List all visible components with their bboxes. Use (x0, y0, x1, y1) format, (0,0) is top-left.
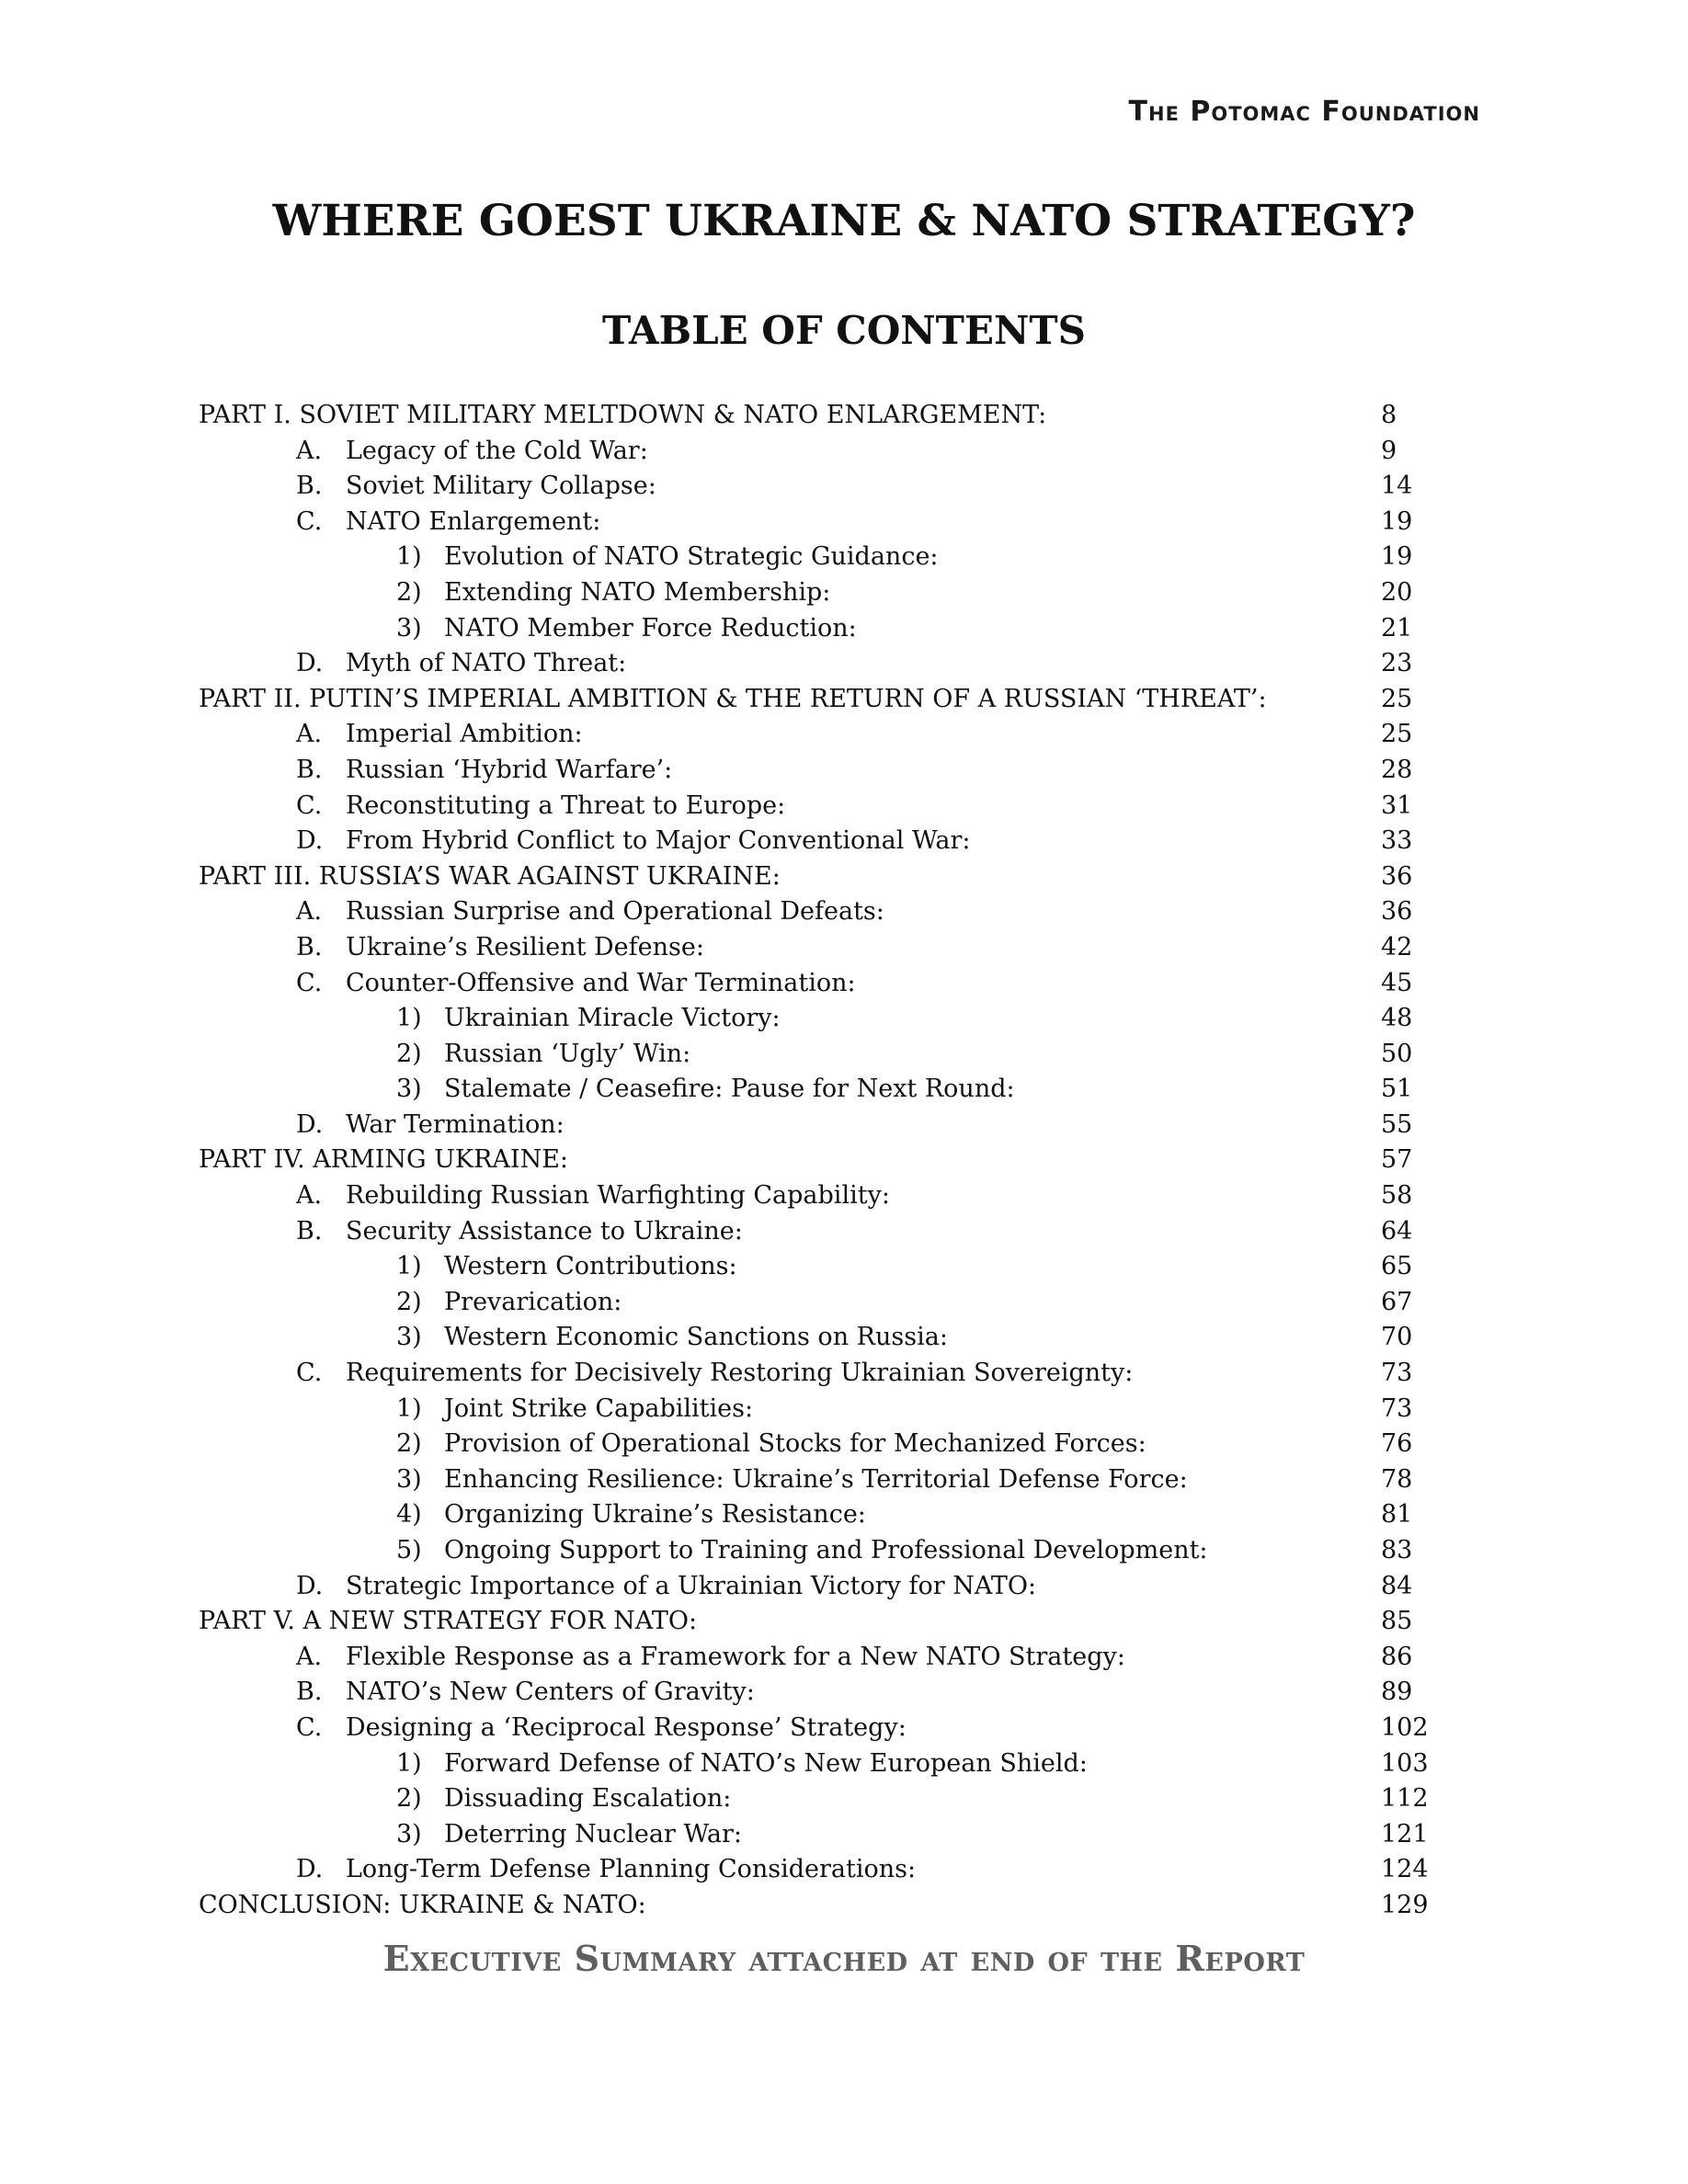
toc-entry-page-number: 14 (1381, 472, 1413, 501)
toc-entry-title: Evolution of NATO Strategic Guidance: (444, 542, 939, 572)
toc-entry-title: Russian ‘Hybrid Warfare’: (346, 755, 673, 784)
toc-entry-title: Long-Term Defense Planning Considerations: (346, 1855, 917, 1884)
toc-entry-page-number: 102 (1381, 1712, 1429, 1742)
toc-entry (0, 1285, 1688, 1321)
toc-entry-marker: A. (296, 1181, 323, 1211)
toc-entry-marker: 1) (396, 542, 422, 572)
toc-entry (0, 1178, 1688, 1214)
toc-entry-title: PART III. RUSSIA’S WAR AGAINST UKRAINE: (199, 861, 781, 891)
toc-entry-title: Myth of NATO Threat: (346, 649, 627, 678)
toc-entry-title: PART II. PUTIN’S IMPERIAL AMBITION & THE RETURN OF A RUSSIAN ‘THREAT’: (199, 684, 1267, 713)
toc-entry (0, 1214, 1688, 1250)
toc-entry-marker: A. (296, 436, 323, 465)
toc-entry-title: Ukrainian Miracle Victory: (444, 1004, 781, 1033)
toc-entry-title: Russian ‘Ugly’ Win: (444, 1039, 691, 1068)
toc-entry (0, 859, 1688, 895)
toc-entry-page-number: 85 (1381, 1607, 1413, 1636)
toc-entry-title: Security Assistance to Ukraine: (346, 1216, 743, 1246)
toc-entry-title: Soviet Military Collapse: (346, 472, 656, 501)
toc-entry-title: Strategic Importance of a Ukrainian Victory for NATO: (346, 1571, 1037, 1600)
toc-entry-page-number: 65 (1381, 1252, 1413, 1281)
toc-entry (0, 469, 1688, 505)
toc-entry (0, 966, 1688, 1002)
toc-entry-page-number: 83 (1381, 1536, 1413, 1564)
toc-entry-title: NATO Member Force Reduction: (444, 613, 857, 643)
toc-entry-marker: 2) (396, 577, 422, 607)
toc-entry-page-number: 50 (1381, 1039, 1413, 1068)
toc-entry-marker: 2) (396, 1784, 422, 1814)
toc-entry-marker: 3) (396, 1323, 422, 1352)
toc-entry (0, 1569, 1688, 1605)
toc-entry (0, 1746, 1688, 1782)
toc-entry-page-number: 124 (1381, 1855, 1429, 1884)
toc-entry-page-number: 8 (1381, 401, 1397, 429)
toc-entry-marker: 1) (396, 1252, 422, 1281)
toc-entry-title: Ongoing Support to Training and Professional Development: (444, 1536, 1208, 1564)
toc-entry-marker: 1) (396, 1004, 422, 1033)
toc-entry-title: Flexible Response as a Framework for a New NATO Strategy: (346, 1642, 1125, 1671)
toc-entry-marker: 3) (396, 1464, 422, 1494)
toc-entry-title: Rebuilding Russian Warfighting Capability: (346, 1181, 890, 1211)
toc-entry-page-number: 21 (1381, 613, 1413, 643)
toc-entry-title: Western Contributions: (444, 1252, 737, 1281)
toc-entry-title: Forward Defense of NATO’s New European Shield: (444, 1748, 1088, 1778)
toc-entry (0, 1533, 1688, 1569)
toc-entry-title: PART IV. ARMING UKRAINE: (199, 1145, 569, 1175)
toc-entry-marker: D. (296, 1855, 324, 1884)
toc-entry-marker: D. (296, 649, 324, 678)
toc-entry-page-number: 112 (1381, 1784, 1429, 1814)
toc-entry-page-number: 57 (1381, 1145, 1413, 1175)
toc-entry (0, 1320, 1688, 1356)
toc-entry-page-number: 73 (1381, 1393, 1413, 1423)
toc-entry-page-number: 31 (1381, 791, 1413, 820)
toc-entry (0, 1037, 1688, 1073)
toc-entry-marker: A. (296, 897, 323, 927)
toc-entry (0, 1888, 1688, 1924)
toc-entry-title: Russian Surprise and Operational Defeats: (346, 897, 884, 927)
toc-entry-page-number: 81 (1381, 1500, 1413, 1530)
toc-entry-title: Counter-Offensive and War Termination: (346, 968, 856, 997)
toc-entry-page-number: 42 (1381, 932, 1413, 961)
toc-entry (0, 1072, 1688, 1108)
toc-entry-marker: 2) (396, 1287, 422, 1316)
toc-entry-title: Organizing Ukraine’s Resistance: (444, 1500, 866, 1530)
toc-entry-page-number: 25 (1381, 720, 1413, 749)
toc-entry-marker: 3) (396, 1075, 422, 1104)
toc-entry-page-number: 55 (1381, 1109, 1413, 1139)
toc-entry-page-number: 45 (1381, 968, 1413, 997)
toc-entry-marker: 2) (396, 1429, 422, 1459)
toc-entry-title: Designing a ‘Reciprocal Response’ Strategy: (346, 1712, 907, 1742)
document-title: WHERE GOEST UKRAINE & NATO STRATEGY? (272, 196, 1416, 246)
toc-entry-title: PART V. A NEW STRATEGY FOR NATO: (199, 1607, 698, 1636)
toc-entry-marker: B. (296, 755, 323, 784)
toc-entry (0, 1604, 1688, 1640)
toc-entry (0, 1427, 1688, 1462)
toc-entry (0, 824, 1688, 859)
toc-entry-page-number: 73 (1381, 1359, 1413, 1388)
toc-entry (0, 398, 1688, 434)
toc-entry-title: Legacy of the Cold War: (346, 436, 648, 465)
toc-entry-title: Requirements for Decisively Restoring Ukrainian Sovereignty: (346, 1359, 1134, 1388)
toc-entry-title: Joint Strike Capabilities: (444, 1393, 754, 1423)
toc-entry (0, 1817, 1688, 1853)
toc-entry (0, 646, 1688, 682)
toc-entry-marker: B. (296, 932, 323, 961)
toc-entry (0, 1356, 1688, 1392)
toc-entry-title: CONCLUSION: UKRAINE & NATO: (199, 1890, 646, 1919)
toc-entry-page-number: 48 (1381, 1004, 1413, 1033)
toc-entry-marker: B. (296, 1216, 323, 1246)
toc-entry-page-number: 64 (1381, 1216, 1413, 1246)
toc-entry-title: Enhancing Resilience: Ukraine’s Territorial Defense Force: (444, 1464, 1188, 1494)
toc-entry-page-number: 67 (1381, 1287, 1413, 1316)
toc-entry (0, 717, 1688, 753)
toc-entry-marker: D. (296, 1109, 324, 1139)
toc-entry-title: War Termination: (346, 1109, 565, 1139)
toc-entry-title: NATO’s New Centers of Gravity: (346, 1678, 755, 1707)
toc-entry (0, 1497, 1688, 1533)
toc-entry-title: From Hybrid Conflict to Major Conventional War: (346, 826, 971, 856)
toc-entry (0, 1108, 1688, 1143)
toc-entry-title: Provision of Operational Stocks for Mechanized Forces: (444, 1429, 1146, 1459)
toc-entry-page-number: 36 (1381, 861, 1413, 891)
toc-entry-title: Prevarication: (444, 1287, 622, 1316)
toc-entry-title: Stalemate / Ceasefire: Pause for Next Round: (444, 1075, 1015, 1104)
toc-entry-title: Imperial Ambition: (346, 720, 583, 749)
toc-entry-marker: B. (296, 1678, 323, 1707)
toc-entry (0, 1392, 1688, 1428)
toc-entry-marker: 2) (396, 1039, 422, 1068)
table-of-contents (0, 398, 1688, 1924)
toc-entry-title: Deterring Nuclear War: (444, 1819, 742, 1848)
executive-summary-note: Executive Summary attached at end of the Report (382, 1938, 1306, 1979)
toc-entry (0, 1143, 1688, 1178)
toc-entry (0, 1675, 1688, 1711)
toc-entry (0, 505, 1688, 540)
toc-entry (0, 1711, 1688, 1746)
toc-entry-marker: D. (296, 1571, 324, 1600)
toc-entry-title: Dissuading Escalation: (444, 1784, 732, 1814)
toc-entry (0, 930, 1688, 966)
toc-entry (0, 1001, 1688, 1037)
toc-entry-marker: C. (296, 1712, 323, 1742)
toc-entry-title: Western Economic Sanctions on Russia: (444, 1323, 948, 1352)
toc-entry (0, 1781, 1688, 1817)
toc-entry-page-number: 19 (1381, 542, 1413, 572)
toc-entry (0, 682, 1688, 718)
toc-entry-marker: A. (296, 720, 323, 749)
toc-entry-page-number: 58 (1381, 1181, 1413, 1211)
toc-entry (0, 434, 1688, 470)
toc-entry-page-number: 20 (1381, 577, 1413, 607)
toc-entry-marker: 4) (396, 1500, 422, 1530)
toc-entry-page-number: 28 (1381, 755, 1413, 784)
toc-entry-marker: 3) (396, 613, 422, 643)
toc-heading: TABLE OF CONTENTS (602, 308, 1086, 353)
toc-entry (0, 789, 1688, 825)
toc-entry-page-number: 76 (1381, 1429, 1413, 1459)
toc-entry (0, 1852, 1688, 1888)
toc-entry-marker: 1) (396, 1393, 422, 1423)
toc-entry-page-number: 70 (1381, 1323, 1413, 1352)
toc-entry-page-number: 121 (1381, 1819, 1429, 1848)
toc-entry-page-number: 23 (1381, 649, 1413, 678)
toc-entry-marker: 1) (396, 1748, 422, 1778)
toc-entry-page-number: 84 (1381, 1571, 1413, 1600)
toc-entry-page-number: 78 (1381, 1464, 1413, 1494)
toc-entry-page-number: 33 (1381, 826, 1413, 856)
toc-entry (0, 753, 1688, 789)
toc-entry (0, 894, 1688, 930)
toc-entry-page-number: 25 (1381, 684, 1413, 713)
toc-entry-page-number: 19 (1381, 506, 1413, 536)
toc-entry-title: NATO Enlargement: (346, 506, 601, 536)
toc-entry-page-number: 89 (1381, 1678, 1413, 1707)
toc-entry-page-number: 9 (1381, 436, 1397, 465)
toc-entry-marker: C. (296, 968, 323, 997)
toc-entry-marker: C. (296, 506, 323, 536)
toc-entry (0, 540, 1688, 575)
toc-entry-title: Reconstituting a Threat to Europe: (346, 791, 786, 820)
toc-entry-page-number: 36 (1381, 897, 1413, 927)
toc-entry-marker: C. (296, 791, 323, 820)
toc-entry-title: Extending NATO Membership: (444, 577, 831, 607)
toc-entry-title: Ukraine’s Resilient Defense: (346, 932, 704, 961)
toc-entry-marker: D. (296, 826, 324, 856)
toc-entry-page-number: 103 (1381, 1748, 1429, 1778)
toc-entry-page-number: 86 (1381, 1642, 1413, 1671)
toc-entry-marker: B. (296, 472, 323, 501)
toc-entry-marker: C. (296, 1359, 323, 1388)
toc-entry-marker: A. (296, 1642, 323, 1671)
toc-entry-page-number: 129 (1381, 1890, 1429, 1919)
toc-entry (0, 1462, 1688, 1498)
toc-entry (0, 1249, 1688, 1285)
toc-entry-page-number: 51 (1381, 1075, 1413, 1104)
toc-entry (0, 575, 1688, 611)
organization-header: The Potomac Foundation (1128, 96, 1480, 128)
toc-entry-marker: 3) (396, 1819, 422, 1848)
toc-entry-marker: 5) (396, 1536, 422, 1564)
toc-entry-title: PART I. SOVIET MILITARY MELTDOWN & NATO ENLARGEMENT: (199, 401, 1047, 429)
toc-entry (0, 611, 1688, 647)
toc-entry (0, 1640, 1688, 1676)
